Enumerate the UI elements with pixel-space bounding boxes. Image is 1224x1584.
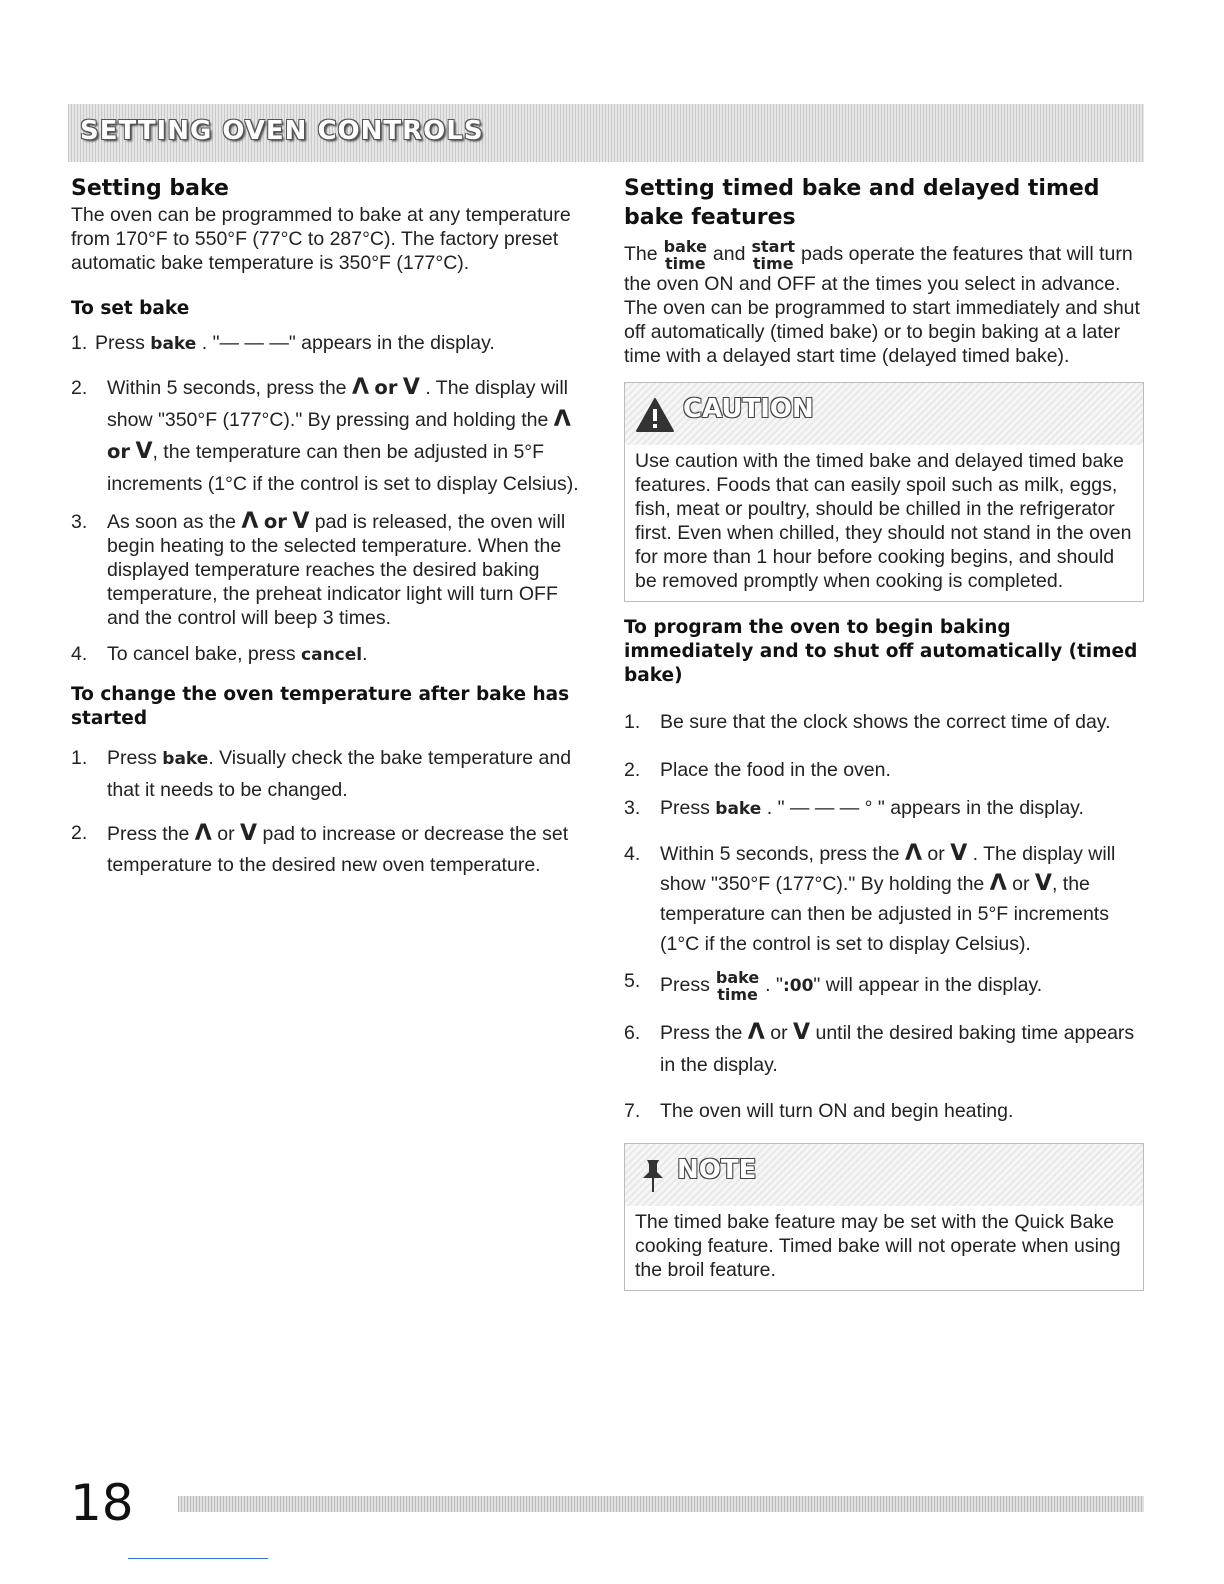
- down-arrow-icon: V: [402, 375, 420, 400]
- note-title: NOTE: [677, 1155, 757, 1185]
- or-label: or: [217, 823, 235, 845]
- program-steps: [624, 710, 1144, 1123]
- step-text: pad to increase or decrease the set temperature to the desired new oven temperature.: [107, 823, 569, 876]
- list-item: [71, 743, 586, 806]
- step-text: . " — — — ° " appears in the display.: [766, 797, 1084, 819]
- to-set-bake-heading: To set bake: [71, 298, 190, 319]
- bake-key-label: bake: [162, 749, 209, 769]
- list-item: [624, 1017, 1144, 1081]
- down-arrow-icon: V: [1034, 871, 1052, 896]
- step-number: 1.: [71, 747, 88, 769]
- key-top: start: [751, 237, 795, 256]
- left-column: [71, 174, 586, 881]
- step-number: 6.: [624, 1022, 641, 1044]
- setting-bake-heading: Setting bake: [71, 176, 229, 201]
- step-number: 3.: [71, 511, 88, 533]
- list-item: [71, 642, 586, 667]
- key-top: bake: [715, 968, 760, 987]
- intro-text: and: [712, 243, 746, 266]
- warning-triangle-icon: [635, 397, 675, 433]
- step-text: As soon as the: [107, 511, 236, 533]
- start-time-key: [751, 238, 795, 272]
- down-arrow-icon: V: [292, 509, 310, 534]
- note-body: The timed bake feature may be set with the Quick Bake cooking feature. Timed bake will not operate when using the broil feature.: [635, 1211, 1121, 1281]
- change-temp-steps: [71, 743, 586, 881]
- step-text: Press the: [660, 1022, 743, 1044]
- step-text: , the temperature can then be adjusted in 5°F increments (1°C if the control is set to display Celsius).: [107, 441, 579, 495]
- down-arrow-icon: V: [240, 821, 258, 846]
- key-bottom: time: [664, 254, 706, 273]
- step-text: Press: [660, 974, 710, 997]
- step-text: . "— — —" appears in the display.: [201, 332, 495, 354]
- step-number: 4.: [624, 843, 641, 865]
- key-top: bake: [663, 237, 707, 256]
- step-text: Press: [107, 747, 157, 769]
- change-temp-heading: To change the oven temperature after bake has started: [71, 684, 570, 729]
- step-text: Within 5 seconds, press the: [660, 843, 900, 865]
- or-label: or: [374, 376, 398, 399]
- step-number: 1.: [624, 711, 641, 733]
- step-number: 5.: [624, 970, 641, 992]
- list-item: [624, 1099, 1144, 1123]
- right-column: [624, 174, 1144, 1291]
- list-item: [71, 331, 586, 356]
- note-box: [624, 1143, 1144, 1291]
- caution-header: [625, 383, 1143, 445]
- down-arrow-icon: V: [135, 439, 153, 464]
- step-text: " will appear in the display.: [813, 974, 1043, 997]
- key-bottom: time: [752, 254, 794, 273]
- list-item: [71, 818, 586, 881]
- step-text: .: [362, 643, 368, 665]
- up-arrow-icon: Λ: [553, 407, 571, 432]
- caution-body: Use caution with the timed bake and delayed timed bake features. Foods that can easily spoil such as milk, eggs, fish, meat or poultry, should be chilled in the refrigerator first. Even when chilled, they should not stand in the oven for more than 1 hour before cooking begins, and should be removed promptly when cooking is completed.: [635, 450, 1132, 592]
- list-item: [624, 710, 1144, 734]
- or-label: or: [927, 843, 945, 865]
- note-header: [625, 1144, 1143, 1206]
- up-arrow-icon: Λ: [989, 871, 1007, 896]
- step-text: until the desired baking time appears in the display.: [660, 1022, 1135, 1076]
- list-item: [624, 969, 1144, 1003]
- step-text: To cancel bake, press: [107, 643, 296, 665]
- caution-box: [624, 382, 1144, 602]
- step-text: Press the: [107, 823, 190, 845]
- step-number: 7.: [624, 1100, 641, 1122]
- section-banner: [68, 104, 1144, 162]
- step-number: 2.: [624, 759, 641, 781]
- page-number: 18: [70, 1474, 134, 1532]
- key-bottom: time: [717, 985, 758, 1004]
- pushpin-icon: [639, 1158, 667, 1194]
- list-item: [71, 510, 586, 630]
- step-text: . The display will show "350°F (177°C)." By holding the: [660, 843, 1116, 895]
- or-label: or: [770, 1022, 788, 1044]
- step-text: pad is released, the oven will begin heating to the selected temperature. When the displayed temperature reaches the desired baking temperature, the preheat indicator light will turn OFF and the control will beep 3 times.: [107, 511, 566, 629]
- step-text: . Visually check the bake temperature and that it needs to be changed.: [107, 747, 572, 801]
- step-number: 2.: [71, 822, 88, 844]
- step-number: 3.: [624, 797, 641, 819]
- caution-title: CAUTION: [683, 394, 814, 424]
- intro-text: pads operate the features that will turn the oven ON and OFF at the times you select in advance. The oven can be programmed to start immediately and shut off automatically (timed bake) or to begin baking at a later time with a delayed start time (delayed timed bake).: [624, 243, 1140, 367]
- list-item: [624, 839, 1144, 959]
- down-arrow-icon: V: [950, 841, 968, 866]
- set-bake-steps: [71, 331, 586, 667]
- step-text: The oven will turn ON and begin heating.: [660, 1100, 1014, 1122]
- list-item: [624, 796, 1144, 821]
- step-text: . The display will show "350°F (177°C)." By pressing and holding the: [107, 377, 569, 431]
- or-label: or: [263, 510, 287, 533]
- banner-title: SETTING OVEN CONTROLS: [80, 116, 484, 146]
- list-item: [624, 758, 1144, 782]
- up-arrow-icon: Λ: [241, 509, 259, 534]
- step-text: , the temperature can then be adjusted in 5°F increments (1°C if the control is set to display Celsius).: [660, 873, 1109, 955]
- bake-time-key: [664, 238, 707, 272]
- step-number: 4.: [71, 643, 88, 665]
- step-text: Be sure that the clock shows the correct time of day.: [660, 711, 1111, 733]
- step-text: Press: [95, 332, 145, 354]
- up-arrow-icon: Λ: [194, 821, 212, 846]
- timed-bake-heading: Setting timed bake and delayed timed bake features: [624, 176, 1100, 230]
- step-text: Place the food in the oven.: [660, 759, 891, 781]
- down-arrow-icon: V: [793, 1020, 811, 1045]
- step-text: Press: [660, 797, 710, 819]
- step-text: . ": [765, 974, 783, 997]
- up-arrow-icon: Λ: [351, 375, 369, 400]
- display-value: :00: [782, 976, 814, 997]
- footer-link-line: [128, 1558, 268, 1559]
- intro-text: The: [624, 243, 658, 266]
- cancel-key-label: cancel: [301, 645, 363, 665]
- timed-bake-intro: [624, 238, 1144, 368]
- step-number: 1.: [71, 332, 88, 354]
- setting-bake-intro: The oven can be programmed to bake at any temperature from 170°F to 550°F (77°C to 287°C). The factory preset automatic bake temperature is 350°F (177°C).: [71, 204, 571, 274]
- or-label: or: [1012, 873, 1030, 895]
- bake-time-key: [716, 969, 759, 1003]
- or-label: or: [107, 440, 131, 463]
- list-item: [71, 372, 586, 500]
- bake-key-label: bake: [715, 799, 762, 819]
- up-arrow-icon: Λ: [747, 1020, 765, 1045]
- footer-bar: [178, 1496, 1144, 1512]
- bake-key-label: bake: [150, 334, 197, 354]
- up-arrow-icon: Λ: [904, 841, 922, 866]
- step-text: Within 5 seconds, press the: [107, 377, 347, 399]
- step-number: 2.: [71, 377, 88, 399]
- program-heading: To program the oven to begin baking immediately and to shut off automatically (timed bake): [624, 617, 1138, 686]
